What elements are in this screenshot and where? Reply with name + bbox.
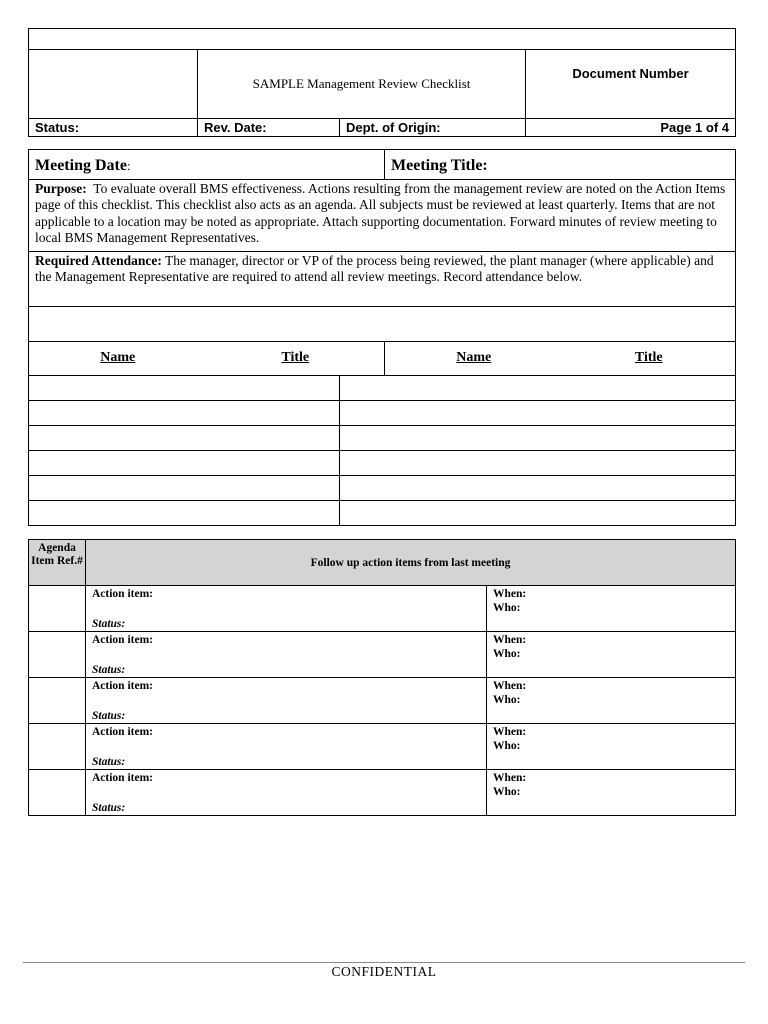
action-row: [29, 724, 736, 770]
document-number-label: Document Number: [526, 50, 736, 119]
when-who-cell[interactable]: [487, 632, 736, 678]
required-attendance-paragraph: [29, 252, 736, 307]
purpose-paragraph: [29, 180, 736, 252]
document-header-table: [28, 28, 736, 137]
attendee-cell[interactable]: [340, 401, 736, 426]
when-label: When:: [493, 726, 527, 738]
required-attendance-text: The manager, director or VP of the process being reviewed, the plant manager (where applicable) and the Management Representative are required to attend all review meetings. Record attendance below.: [35, 253, 714, 285]
when-who-cell[interactable]: [487, 724, 736, 770]
header-top-row: [29, 29, 736, 50]
rev-date-label: Rev. Date:: [198, 119, 340, 137]
agenda-ref-cell[interactable]: [29, 770, 86, 816]
when-label: When:: [493, 772, 527, 784]
purpose-label: Purpose:: [35, 181, 87, 196]
action-items-table: [28, 539, 736, 816]
who-label: Who:: [493, 740, 521, 752]
title-header-right: Title: [563, 342, 736, 376]
action-item-cell[interactable]: [86, 632, 487, 678]
agenda-ref-cell[interactable]: [29, 632, 86, 678]
page-number-label: Page 1 of 4: [526, 119, 736, 137]
meeting-date-field[interactable]: [29, 150, 385, 180]
attendee-cell[interactable]: [340, 426, 736, 451]
action-row: [29, 770, 736, 816]
action-row: [29, 678, 736, 724]
dept-of-origin-label: Dept. of Origin:: [340, 119, 526, 137]
agenda-ref-cell[interactable]: [29, 678, 86, 724]
attendee-cell[interactable]: [340, 501, 736, 526]
action-item-cell[interactable]: [86, 770, 487, 816]
name-header-right: Name: [385, 342, 563, 376]
action-item-cell[interactable]: [86, 724, 487, 770]
agenda-item-ref-header: Agenda Item Ref.#: [29, 540, 86, 586]
who-label: Who:: [493, 602, 521, 614]
status-label: Status:: [92, 756, 126, 768]
action-row: [29, 586, 736, 632]
required-attendance-label: Required Attendance:: [35, 253, 162, 268]
attendee-cell[interactable]: [29, 426, 340, 451]
attendee-cell[interactable]: [340, 451, 736, 476]
meeting-info-table: [28, 149, 736, 526]
agenda-ref-cell[interactable]: [29, 724, 86, 770]
when-who-cell[interactable]: [487, 678, 736, 724]
logo-cell: [29, 50, 198, 119]
agenda-ref-cell[interactable]: [29, 586, 86, 632]
action-item-label: Action item:: [92, 680, 153, 692]
attendee-cell[interactable]: [29, 501, 340, 526]
status-label: Status:: [29, 119, 198, 137]
action-item-label: Action item:: [92, 634, 153, 646]
action-item-cell[interactable]: [86, 586, 487, 632]
footer-confidential: CONFIDENTIAL: [331, 964, 437, 979]
attendee-cell[interactable]: [29, 476, 340, 501]
when-who-cell[interactable]: [487, 586, 736, 632]
when-who-cell[interactable]: [487, 770, 736, 816]
action-item-label: Action item:: [92, 588, 153, 600]
meeting-title-field[interactable]: [385, 150, 736, 180]
meeting-date-label: Meeting Date: [35, 157, 127, 174]
attendee-cell[interactable]: [29, 376, 340, 401]
when-label: When:: [493, 634, 527, 646]
who-label: Who:: [493, 786, 521, 798]
status-label: Status:: [92, 802, 126, 814]
attendee-cell[interactable]: [340, 376, 736, 401]
when-label: When:: [493, 588, 527, 600]
attendance-spacer-row: [29, 307, 736, 342]
attendee-cell[interactable]: [29, 401, 340, 426]
attendee-cell[interactable]: [29, 451, 340, 476]
action-row: [29, 632, 736, 678]
meeting-title-label: Meeting Title:: [391, 157, 488, 174]
action-item-label: Action item:: [92, 772, 153, 784]
attendee-cell[interactable]: [340, 476, 736, 501]
status-label: Status:: [92, 618, 126, 630]
status-label: Status:: [92, 710, 126, 722]
footer-divider: [23, 962, 745, 963]
who-label: Who:: [493, 694, 521, 706]
action-item-cell[interactable]: [86, 678, 487, 724]
action-item-label: Action item:: [92, 726, 153, 738]
meeting-date-colon: :: [126, 158, 131, 173]
purpose-text: To evaluate overall BMS effectiveness. Actions resulting from the management review are noted on the Action Items page of this checklist. This checklist also acts as an agenda. All subjects must be reviewed at least quarterly. Items that are not applicable to a location may be noted as appropriate. Attach supporting documentation. Forward minutes of review meeting to local BMS Management Representatives.: [35, 181, 726, 245]
when-label: When:: [493, 680, 527, 692]
follow-up-header: Follow up action items from last meeting: [86, 540, 736, 586]
name-header-left: Name: [29, 342, 207, 376]
title-header-left: Title: [207, 342, 385, 376]
who-label: Who:: [493, 648, 521, 660]
status-label: Status:: [92, 664, 126, 676]
document-title: SAMPLE Management Review Checklist: [198, 50, 526, 119]
